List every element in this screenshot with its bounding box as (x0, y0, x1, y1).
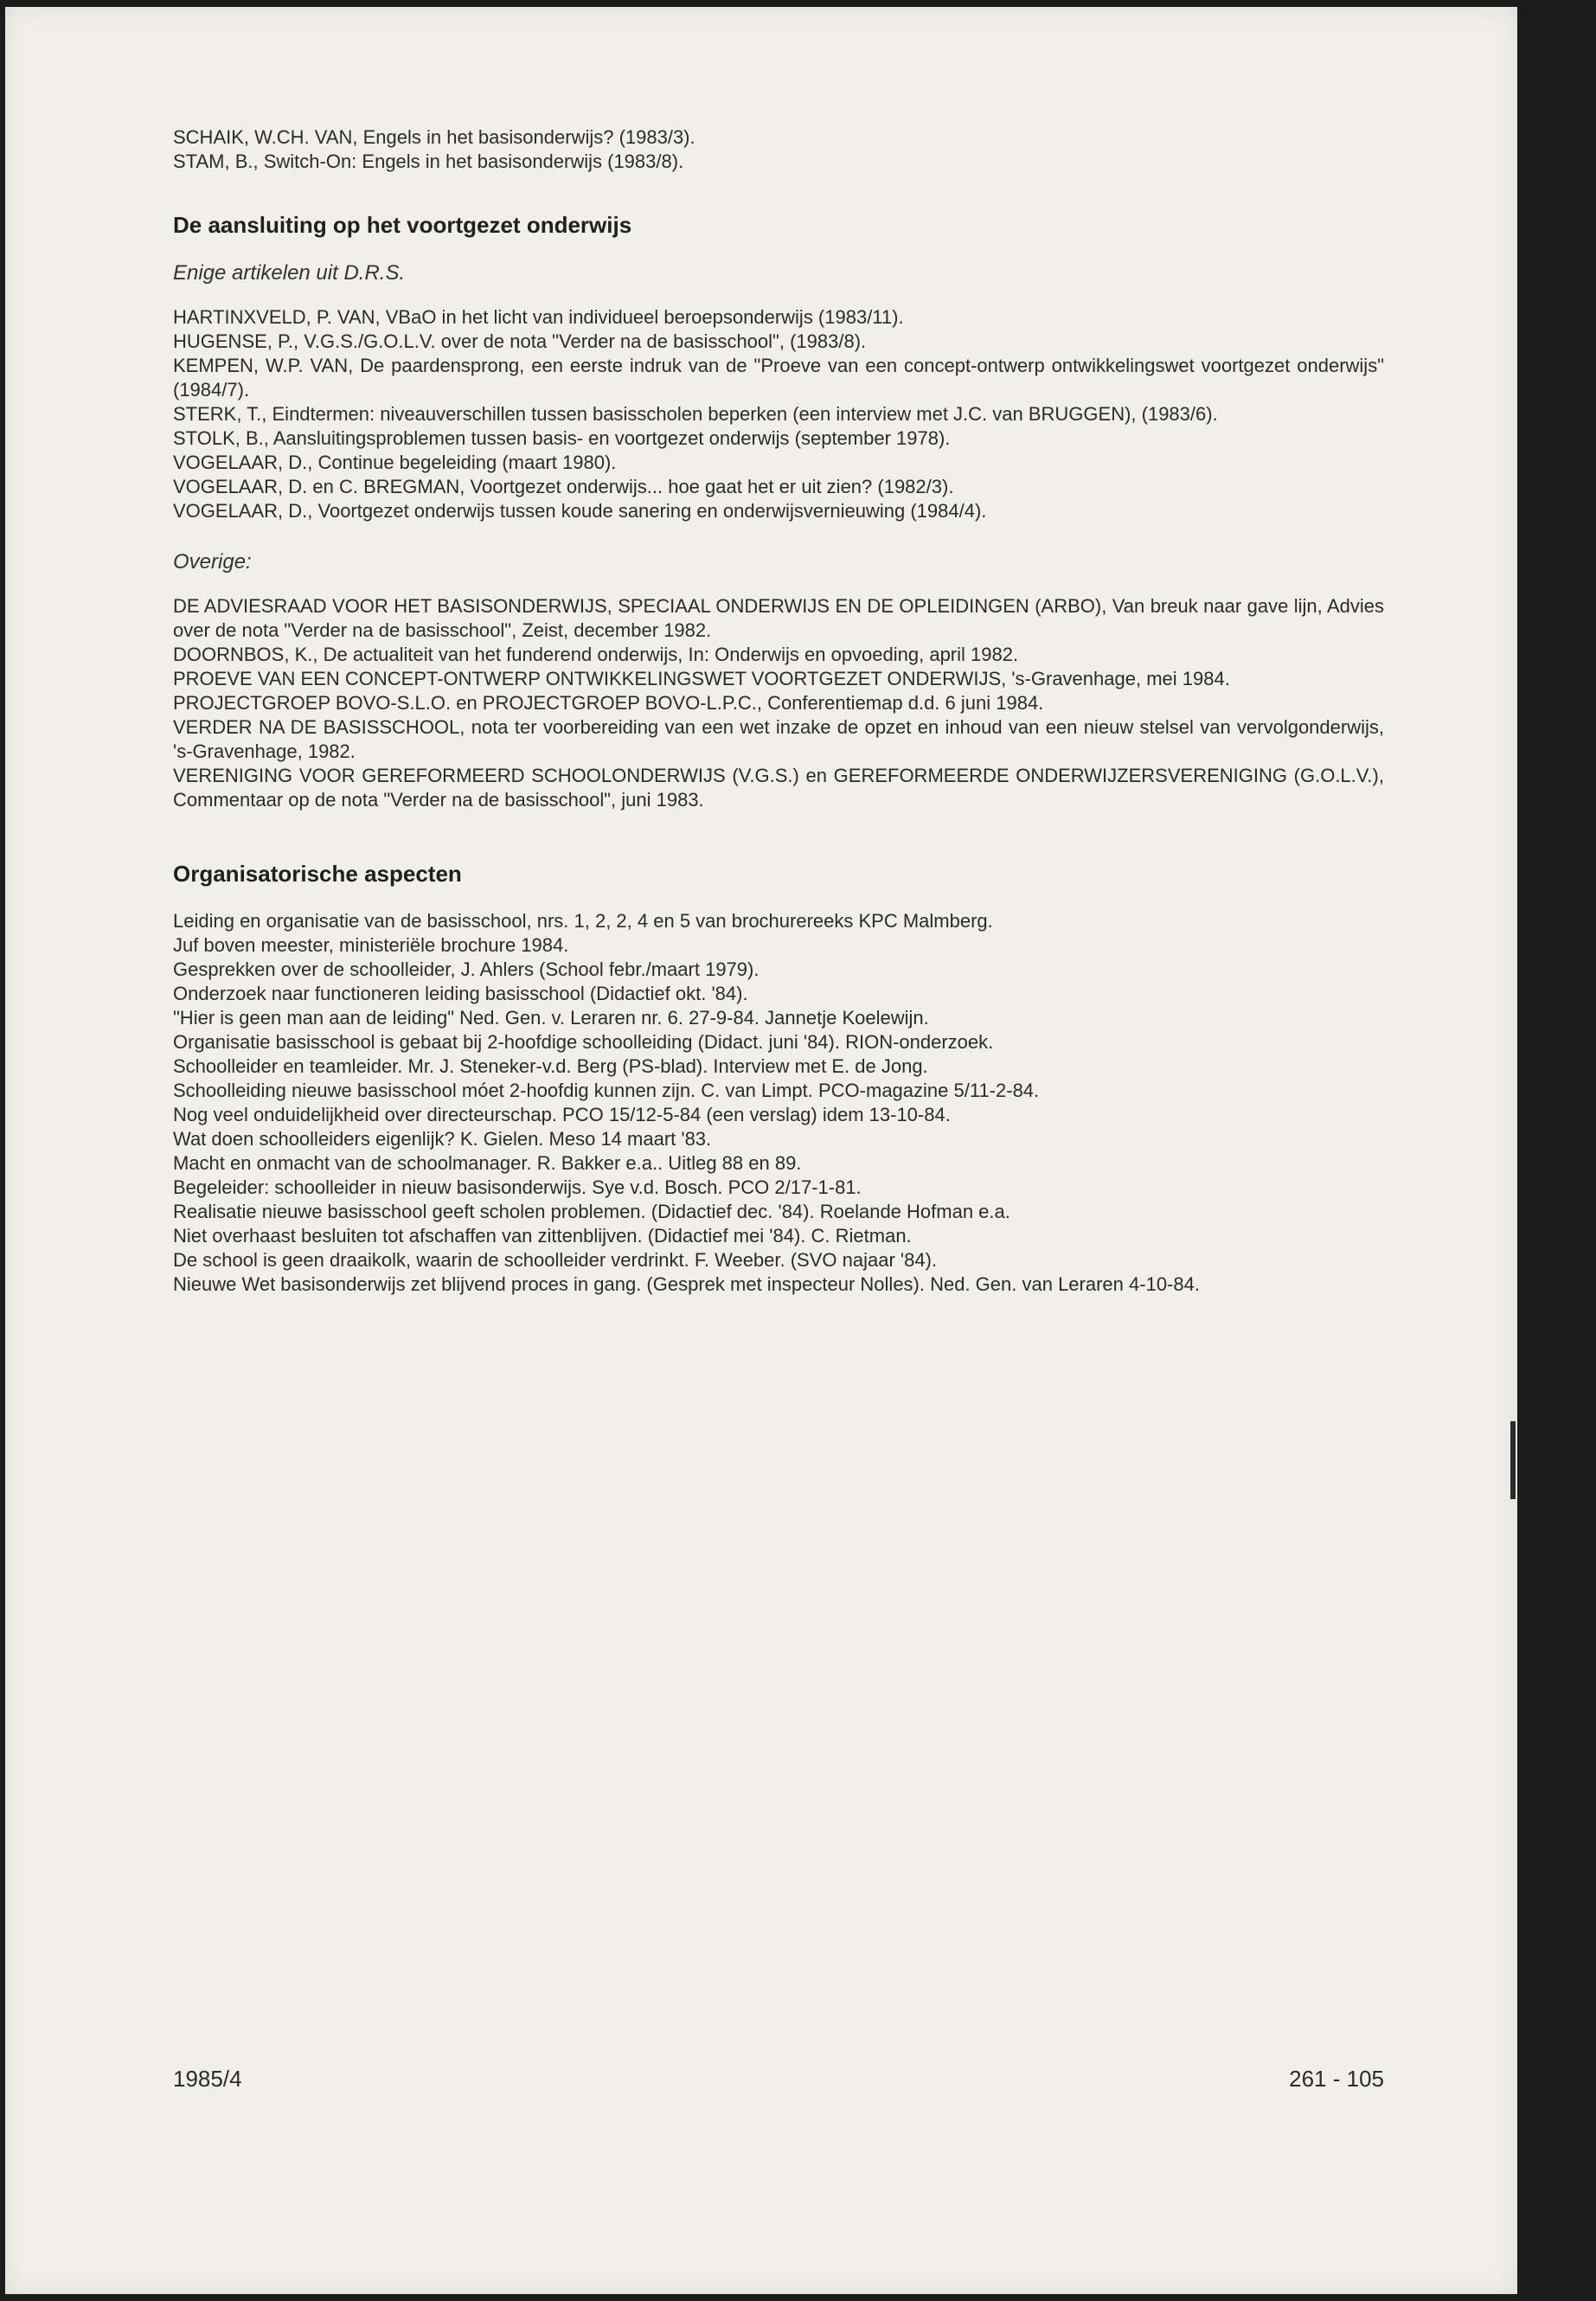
organisational-reference-list (173, 909, 1384, 1297)
reference-entry: STAM, B., Switch-On: Engels in het basisonderwijs (1983/8). (173, 151, 684, 172)
reference-entry: Nieuwe Wet basisonderwijs zet blijvend proces in gang. (Gesprek met inspecteur Nolles). Ned. Gen. van Leraren 4-10-84. (173, 1273, 1200, 1295)
reference-entry: VERDER NA DE BASISSCHOOL, nota ter voorbereiding van een wet inzake de opzet en inhoud van een nieuw stelsel van vervolgonderwijs, 's-Gravenhage, 1982. (173, 716, 1384, 762)
page-number: 261 - 105 (1289, 2066, 1384, 2092)
reference-entry: Leiding en organisatie van de basisschool, nrs. 1, 2, 2, 4 en 5 van brochurereeks KPC Malmberg. (173, 910, 993, 932)
reference-entry: DE ADVIESRAAD VOOR HET BASISONDERWIJS, SPECIAAL ONDERWIJS EN DE OPLEIDINGEN (ARBO), Van breuk naar gave lijn, Advies over de nota "Verder na de basisschool", Zeist, december 1982. (173, 595, 1384, 641)
reference-entry: Nog veel onduidelijkheid over directeurschap. PCO 15/12-5-84 (een verslag) idem 13-10-84. (173, 1104, 951, 1125)
reference-entry: DOORNBOS, K., De actualiteit van het funderend onderwijs, In: Onderwijs en opvoeding, april 1982. (173, 644, 1019, 665)
reference-entry: Gesprekken over de schoolleider, J. Ahlers (School febr./maart 1979). (173, 958, 760, 980)
reference-entry: Schoolleider en teamleider. Mr. J. Steneker-v.d. Berg (PS-blad). Interview met E. de Jong. (173, 1055, 928, 1077)
subheading-drs-articles: Enige artikelen uit D.R.S. (173, 261, 406, 285)
reference-entry: VOGELAAR, D. en C. BREGMAN, Voortgezet onderwijs... hoe gaat het er uit zien? (1982/3). (173, 476, 954, 497)
reference-entry: PROJECTGROEP BOVO-S.L.O. en PROJECTGROEP BOVO-L.P.C., Conferentiemap d.d. 6 juni 1984. (173, 692, 1044, 714)
reference-entry: VOGELAAR, D., Voortgezet onderwijs tussen koude sanering en onderwijsvernieuwing (1984/4). (173, 500, 987, 522)
reference-entry: HUGENSE, P., V.G.S./G.O.L.V. over de nota "Verder na de basisschool", (1983/8). (173, 330, 867, 352)
reference-entry: VERENIGING VOOR GEREFORMEERD SCHOOLONDERWIJS (V.G.S.) en GEREFORMEERDE ONDERWIJZERSVERENIGING (G.O.L.V.), Commentaar op de nota "Verder na de basisschool", juni 1983. (173, 765, 1384, 811)
reference-entry: De school is geen draaikolk, waarin de schoolleider verdrinkt. F. Weeber. (SVO najaar '84). (173, 1249, 938, 1271)
drs-article-list (173, 305, 1384, 523)
reference-entry: PROEVE VAN EEN CONCEPT-ONTWERP ONTWIKKELINGSWET VOORTGEZET ONDERWIJS, 's-Gravenhage, mei 1984. (173, 668, 1230, 689)
reference-entry: KEMPEN, W.P. VAN, De paardensprong, een eerste indruk van de "Proeve van een concept-ontwerp ontwikkelingswet voortgezet onderwijs" (1984/7). (173, 355, 1384, 401)
section-title-aansluiting: De aansluiting op het voortgezet onderwijs (173, 212, 632, 238)
reference-entry: VOGELAAR, D., Continue begeleiding (maart 1980). (173, 452, 617, 473)
document-content (173, 125, 1384, 1336)
reference-entry: HARTINXVELD, P. VAN, VBaO in het licht van individueel beroepsonderwijs (1983/11). (173, 306, 904, 328)
reference-entry: Realisatie nieuwe basisschool geeft scholen problemen. (Didactief dec. '84). Roelande Hofman e.a. (173, 1201, 1010, 1222)
reference-entry: STOLK, B., Aansluitingsproblemen tussen basis- en voortgezet onderwijs (september 1978). (173, 427, 951, 449)
reference-entry: Begeleider: schoolleider in nieuw basisonderwijs. Sye v.d. Bosch. PCO 2/17-1-81. (173, 1176, 862, 1198)
reference-entry: Schoolleiding nieuwe basisschool móet 2-hoofdig kunnen zijn. C. van Limpt. PCO-magazine 5/11-2-84. (173, 1080, 1040, 1101)
page-edge-mark (1510, 1421, 1516, 1499)
reference-entry: Niet overhaast besluiten tot afschaffen van zittenblijven. (Didactief mei '84). C. Rietman. (173, 1225, 912, 1247)
reference-entry: STERK, T., Eindtermen: niveauverschillen tussen basisscholen beperken (een interview met J.C. van BRUGGEN), (1983/6). (173, 403, 1218, 425)
reference-entry: Juf boven meester, ministeriële brochure 1984. (173, 934, 569, 956)
top-references (173, 125, 1384, 174)
reference-entry: SCHAIK, W.CH. VAN, Engels in het basisonderwijs? (1983/3). (173, 126, 695, 148)
reference-entry: Macht en onmacht van de schoolmanager. R. Bakker e.a.. Uitleg 88 en 89. (173, 1152, 802, 1174)
other-reference-list (173, 594, 1384, 812)
reference-entry: Wat doen schoolleiders eigenlijk? K. Gielen. Meso 14 maart '83. (173, 1128, 712, 1150)
section-title-organisatorisch: Organisatorische aspecten (173, 861, 462, 887)
reference-entry: Organisatie basisschool is gebaat bij 2-hoofdige schoolleiding (Didact. juni '84). RION-onderzoek. (173, 1031, 994, 1053)
subheading-overige: Overige: (173, 550, 252, 574)
issue-number: 1985/4 (173, 2066, 242, 2092)
reference-entry: Onderzoek naar functioneren leiding basisschool (Didactief okt. '84). (173, 983, 748, 1004)
reference-entry: "Hier is geen man aan de leiding" Ned. Gen. v. Leraren nr. 6. 27-9-84. Jannetje Koelewijn. (173, 1007, 929, 1029)
